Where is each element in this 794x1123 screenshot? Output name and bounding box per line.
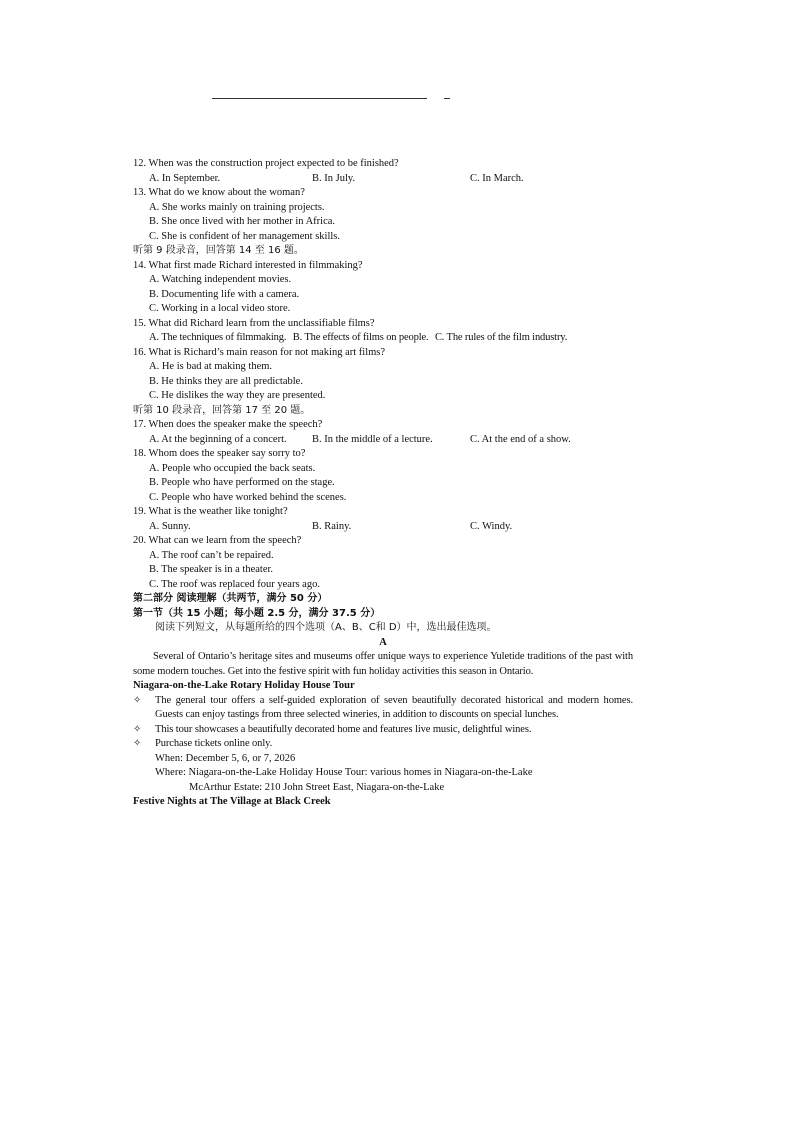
option-b: B. In July. xyxy=(312,172,356,184)
question-19: 19. What is the weather like tonight? xyxy=(133,506,288,517)
option-c: C. Working in a local video store. xyxy=(149,303,291,314)
star-bullet-icon: ✧ xyxy=(133,723,142,735)
header-rule xyxy=(212,98,427,99)
options-19 xyxy=(133,520,633,535)
page-content xyxy=(133,157,633,810)
event-where-2: McArthur Estate: 210 John Street East, Niagara-on-the-Lake xyxy=(189,781,445,793)
bullet-text: The general tour offers a self-guided exploration of seven beautifully decorated historical and modern homes. Guests can enjoy tastings from three selected wineries, in addition to discounts on special lunches. xyxy=(155,694,633,720)
option-b: B. Rainy. xyxy=(312,520,352,532)
option-b: B. In the middle of a lecture. xyxy=(312,433,433,445)
star-bullet-icon: ✧ xyxy=(133,694,142,706)
option-a: A. In September. xyxy=(149,172,221,184)
question-12: 12. When was the construction project expected to be finished? xyxy=(133,158,399,169)
option-a: A. She works mainly on training projects. xyxy=(149,201,325,213)
section-heading-festive-nights: Festive Nights at The Village at Black Creek xyxy=(133,796,331,807)
bullet-item xyxy=(133,723,633,738)
question-18: 18. Whom does the speaker say sorry to? xyxy=(133,448,306,459)
option-c: C. Windy. xyxy=(470,520,513,532)
option-b: B. People who have performed on the stage. xyxy=(149,477,335,488)
option-c: C. The roof was replaced four years ago. xyxy=(149,578,320,590)
option-a: A. Sunny. xyxy=(149,520,191,532)
option-c: C. He dislikes the way they are presented. xyxy=(149,390,326,401)
part2-title: 第二部分 阅读理解（共两节，满分 50 分） xyxy=(133,593,328,604)
option-b: B. The effects of films on people. xyxy=(292,332,429,343)
section1-title: 第一节（共 15 小题；每小题 2.5 分，满分 37.5 分） xyxy=(133,607,381,619)
instruction-segment-10: 听第 10 段录音，回答第 17 至 20 题。 xyxy=(133,404,311,416)
option-c: C. The rules of the film industry. xyxy=(434,332,568,343)
option-b: B. Documenting life with a camera. xyxy=(149,288,300,300)
star-bullet-icon: ✧ xyxy=(133,738,142,749)
reading-instruction: 阅读下列短文，从每题所给的四个选项（A、B、C和 D）中，选出最佳选项。 xyxy=(155,622,497,633)
option-b: B. The speaker is in a theater. xyxy=(149,564,274,575)
option-c: C. She is confident of her management skills. xyxy=(149,230,341,242)
event-where: Where: Niagara-on-the-Lake Holiday House Tour: various homes in Niagara-on-the-Lake xyxy=(155,767,533,778)
event-when: When: December 5, 6, or 7, 2026 xyxy=(155,752,296,764)
option-b: B. She once lived with her mother in Africa. xyxy=(149,216,336,227)
question-17: 17. When does the speaker make the speech? xyxy=(133,419,323,430)
passage-intro: Several of Ontario’s heritage sites and museums offer unique ways to experience Yuletide traditions of the past with some modern touches. Get into the festive spirit with fun holiday activities this season in Ontario. xyxy=(133,651,633,677)
bullet-item xyxy=(133,737,633,752)
bullet-text: Purchase tickets online only. xyxy=(155,738,273,749)
question-20: 20. What can we learn from the speech? xyxy=(133,535,302,546)
option-a: A. The roof can’t be repaired. xyxy=(149,549,274,561)
option-a: A. The techniques of filmmaking. xyxy=(149,332,287,343)
option-a: A. Watching independent movies. xyxy=(149,274,292,285)
question-13: 13. What do we know about the woman? xyxy=(133,187,305,198)
bullet-text: This tour showcases a beautifully decorated home and features live music, delightful wines. xyxy=(155,723,532,735)
instruction-segment-9: 听第 9 段录音，回答第 14 至 16 题。 xyxy=(133,245,304,256)
question-14: 14. What first made Richard interested in filmmaking? xyxy=(133,259,363,271)
passage-label: A xyxy=(379,636,387,648)
option-c: C. At the end of a show. xyxy=(470,433,571,445)
option-b: B. He thinks they are all predictable. xyxy=(149,375,303,387)
option-a: A. He is bad at making them. xyxy=(149,361,273,372)
header-dash xyxy=(444,98,450,99)
option-a: A. At the beginning of a concert. xyxy=(149,433,287,445)
section-heading-holiday-house-tour: Niagara-on-the-Lake Rotary Holiday House Tour xyxy=(133,680,355,691)
options-17 xyxy=(133,433,633,448)
options-15 xyxy=(133,331,633,346)
bullet-item xyxy=(133,694,633,723)
options-12 xyxy=(133,172,633,187)
question-16: 16. What is Richard’s main reason for not making art films? xyxy=(133,346,386,358)
option-a: A. People who occupied the back seats. xyxy=(149,462,316,474)
option-c: C. People who have worked behind the scenes. xyxy=(149,491,347,503)
question-15: 15. What did Richard learn from the unclassifiable films? xyxy=(133,317,375,329)
option-c: C. In March. xyxy=(470,172,524,184)
